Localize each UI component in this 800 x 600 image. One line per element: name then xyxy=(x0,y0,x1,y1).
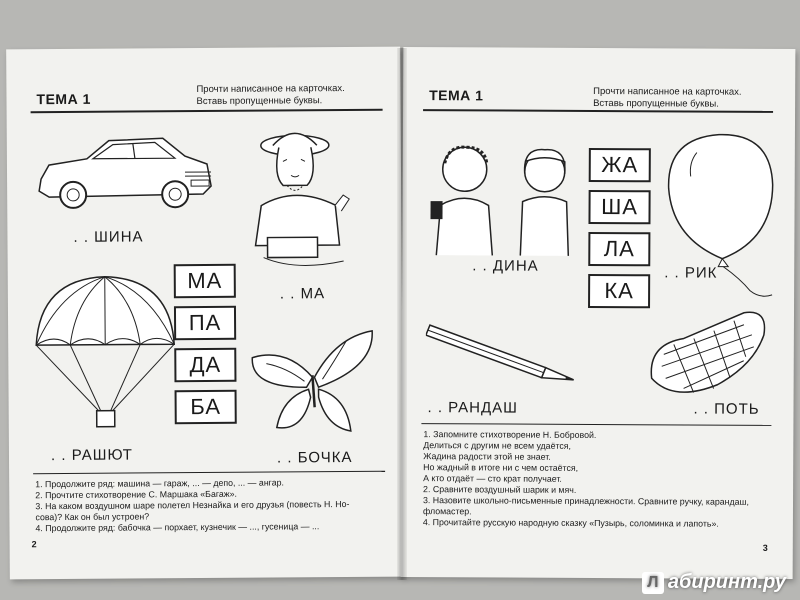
syllable-card-sha: ША xyxy=(588,190,650,224)
right-task-3-cont: фломастер. xyxy=(422,506,472,517)
children-illustration xyxy=(422,143,583,258)
right-instruction-line2: Вставь пропущенные буквы. xyxy=(593,97,719,110)
left-tasks-rule xyxy=(33,471,385,474)
poem-line-2: Жадина радости этой не знает. xyxy=(423,451,551,462)
lapot-illustration xyxy=(644,304,771,401)
right-task-1: 1. Запомните стихотворение Н. Бобровой. xyxy=(423,429,597,440)
right-task-4: 4. Прочитайте русскую народную сказку «Пузырь, соломинка и лапоть». xyxy=(422,517,719,529)
left-task-3-cont: сова)? Как он был устроен? xyxy=(35,511,150,523)
left-header-rule xyxy=(31,109,383,113)
left-instruction xyxy=(196,83,345,108)
car-illustration xyxy=(35,128,216,215)
butterfly-word-label: . . БОЧКА xyxy=(276,448,353,467)
right-tasks-rule xyxy=(421,423,771,426)
poem-line-4: А кто отдаёт — сто крат получает. xyxy=(423,473,562,484)
children-word-label: . . ДИНА xyxy=(472,257,539,275)
book-spine xyxy=(397,48,407,580)
right-task-3: 3. Назовите школьно-письменные принадлежности. Сравните ручку, карандаш, xyxy=(422,495,750,507)
right-header-rule xyxy=(423,109,773,113)
right-tasks xyxy=(423,429,750,530)
syllable-card-ba: БА xyxy=(175,390,237,424)
labirint-logo-icon: Л xyxy=(642,572,664,594)
parachute-illustration xyxy=(30,270,181,433)
balloon-word-label: . . РИК xyxy=(664,264,718,282)
labirint-watermark xyxy=(642,571,786,594)
syllable-card-zha: ЖА xyxy=(589,148,651,182)
left-instruction-line1: Прочти написанное на карточках. xyxy=(196,83,345,96)
butterfly-illustration xyxy=(246,327,379,440)
left-page-number: 2 xyxy=(31,539,37,550)
right-task-2: 2. Сравните воздушный шарик и мяч. xyxy=(423,484,577,495)
right-instruction xyxy=(593,86,741,111)
right-page xyxy=(401,47,796,579)
lapot-word-label: . . ПОТЬ xyxy=(693,400,760,418)
left-instruction-line2: Вставь пропущенные буквы. xyxy=(196,95,323,108)
left-task-3: 3. На каком воздушном шаре полетел Незнайка и его друзья (повесть Н. Но- xyxy=(35,498,350,512)
car-word-label: . . ШИНА xyxy=(73,228,144,246)
left-task-1: 1. Продолжите ряд: машина — гараж, ... — депо, ... — ангар. xyxy=(35,477,284,490)
pencil-word-label: . . РАНДАШ xyxy=(427,399,518,417)
left-page xyxy=(6,47,404,580)
pencil-illustration xyxy=(426,317,578,384)
woman-illustration xyxy=(243,125,354,278)
syllable-card-la: ЛА xyxy=(588,232,650,266)
syllable-card-pa: ПА xyxy=(174,306,236,340)
left-task-2: 2. Прочтите стихотворение С. Маршака «Багаж». xyxy=(35,488,237,501)
left-topic-title: ТЕМА 1 xyxy=(36,90,91,108)
syllable-card-ma: МА xyxy=(174,264,236,298)
right-topic-title: ТЕМА 1 xyxy=(429,87,484,104)
watermark-text: абиринт.ру xyxy=(667,571,786,593)
right-instruction-line1: Прочти написанное на карточках. xyxy=(593,85,742,98)
left-task-4: 4. Продолжите ряд: бабочка — порхает, кузнечик — ..., гусеница — ... xyxy=(35,521,320,534)
poem-line-1: Делиться с другим не всем удаётся, xyxy=(423,440,572,451)
syllable-card-da: ДА xyxy=(174,348,236,382)
woman-word-label: . . МА xyxy=(279,285,326,303)
right-page-number: 3 xyxy=(762,542,768,553)
syllable-card-ka: КА xyxy=(588,274,650,308)
parachute-word-label: . . РАШЮТ xyxy=(50,446,133,465)
poem-line-3: Но жадный в итоге ни с чем остаётся, xyxy=(423,462,579,473)
left-tasks xyxy=(35,477,349,534)
